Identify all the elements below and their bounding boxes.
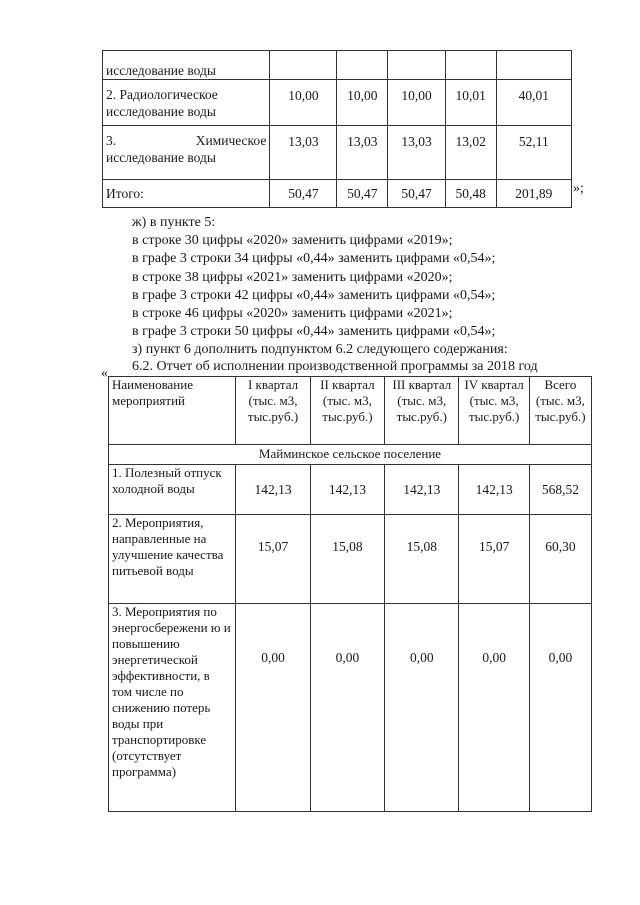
cell-value: 0,00 [385, 604, 459, 812]
settlement-subheader: Майминское сельское поселение [109, 445, 592, 465]
table-row [109, 515, 592, 604]
table-row-total [103, 180, 572, 208]
table-row [109, 465, 592, 515]
cell-value: 0,00 [310, 604, 384, 812]
section-title: 6.2. Отчет об исполнении производственной программы за 2018 год [132, 359, 538, 374]
table-row [103, 80, 572, 126]
header-q4: IV квартал (тыс. м3, тыс.руб.) [459, 377, 529, 445]
cell-value: 201,89 [496, 180, 571, 208]
cell-value: 142,13 [236, 465, 310, 515]
text-line: в строке 30 цифры «2020» заменить цифрами «2019»; [132, 233, 453, 249]
table-row [109, 604, 592, 812]
cell-value: 10,01 [445, 80, 496, 126]
cell-value: 13,03 [388, 126, 446, 180]
cell-value: 15,07 [236, 515, 310, 604]
row-label-number: 3. [106, 133, 117, 148]
cell-value: 10,00 [270, 80, 337, 126]
cell-value: 52,11 [496, 126, 571, 180]
cell-value: 13,03 [270, 126, 337, 180]
water-research-table [102, 50, 572, 208]
row-label-line: исследование воды [106, 104, 216, 119]
row-label-line: исследование воды [106, 150, 216, 165]
table-header-row [109, 377, 592, 445]
cell-value: 40,01 [496, 80, 571, 126]
row-label: Итого: [103, 180, 270, 208]
cell-value: 0,00 [459, 604, 529, 812]
closing-quote: »; [573, 181, 584, 196]
row-name: 1. Полезный отпуск холодной воды [109, 465, 236, 515]
cell-value: 142,13 [310, 465, 384, 515]
row-label: исследование воды [103, 51, 270, 80]
header-q1: I квартал (тыс. м3, тыс.руб.) [236, 377, 310, 445]
cell-value [337, 51, 388, 80]
text-line: в строке 38 цифры «2021» заменить цифрами «2020»; [132, 269, 453, 285]
text-line: в строке 46 цифры «2020» заменить цифрами «2021»; [132, 306, 453, 322]
cell-value: 10,00 [388, 80, 446, 126]
header-total: Всего (тыс. м3, тыс.руб.) [529, 377, 591, 445]
cell-value: 568,52 [529, 465, 591, 515]
text-line: з) пункт 6 дополнить подпунктом 6.2 следующего содержания: [132, 342, 508, 358]
header-q2: II квартал (тыс. м3, тыс.руб.) [310, 377, 384, 445]
amendment-text [132, 214, 572, 360]
row-name: 3. Мероприятия по энергосбережени ю и повышению энергетической эффективности, в том числе по снижению потерь воды при транспортировке (отсутствует программа) [109, 604, 236, 812]
text-line: ж) в пункте 5: [132, 215, 216, 230]
cell-value [445, 51, 496, 80]
table-row [103, 51, 572, 80]
cell-value: 0,00 [236, 604, 310, 812]
opening-quote: « [101, 366, 108, 381]
cell-value: 13,03 [337, 126, 388, 180]
row-name: 2. Мероприятия, направленные на улучшение качества питьевой воды [109, 515, 236, 604]
cell-value [270, 51, 337, 80]
cell-value: 142,13 [385, 465, 459, 515]
cell-value: 15,07 [459, 515, 529, 604]
text-line: в графе 3 строки 50 цифры «0,44» заменить цифрами «0,54»; [132, 324, 496, 340]
row-label [103, 126, 270, 180]
cell-value: 142,13 [459, 465, 529, 515]
table-subheader-row [109, 445, 592, 465]
cell-value: 15,08 [385, 515, 459, 604]
cell-value: 50,47 [388, 180, 446, 208]
cell-value: 50,48 [445, 180, 496, 208]
text-line: в графе 3 строки 34 цифры «0,44» заменить цифрами «0,54»; [132, 251, 496, 267]
cell-value: 50,47 [270, 180, 337, 208]
cell-value [388, 51, 446, 80]
cell-value: 50,47 [337, 180, 388, 208]
cell-value: 10,00 [337, 80, 388, 126]
cell-value: 13,02 [445, 126, 496, 180]
production-program-report-table [108, 376, 592, 812]
cell-value: 0,00 [529, 604, 591, 812]
cell-value [496, 51, 571, 80]
table-row [103, 126, 572, 180]
header-name: Наименование мероприятий [109, 377, 236, 445]
row-label-line: 2. Радиологическое [106, 87, 218, 102]
cell-value: 15,08 [310, 515, 384, 604]
header-q3: III квартал (тыс. м3, тыс.руб.) [385, 377, 459, 445]
row-label-word: Химическое [195, 133, 267, 148]
row-label [103, 80, 270, 126]
text-line: в графе 3 строки 42 цифры «0,44» заменить цифрами «0,54»; [132, 287, 496, 303]
cell-value: 60,30 [529, 515, 591, 604]
